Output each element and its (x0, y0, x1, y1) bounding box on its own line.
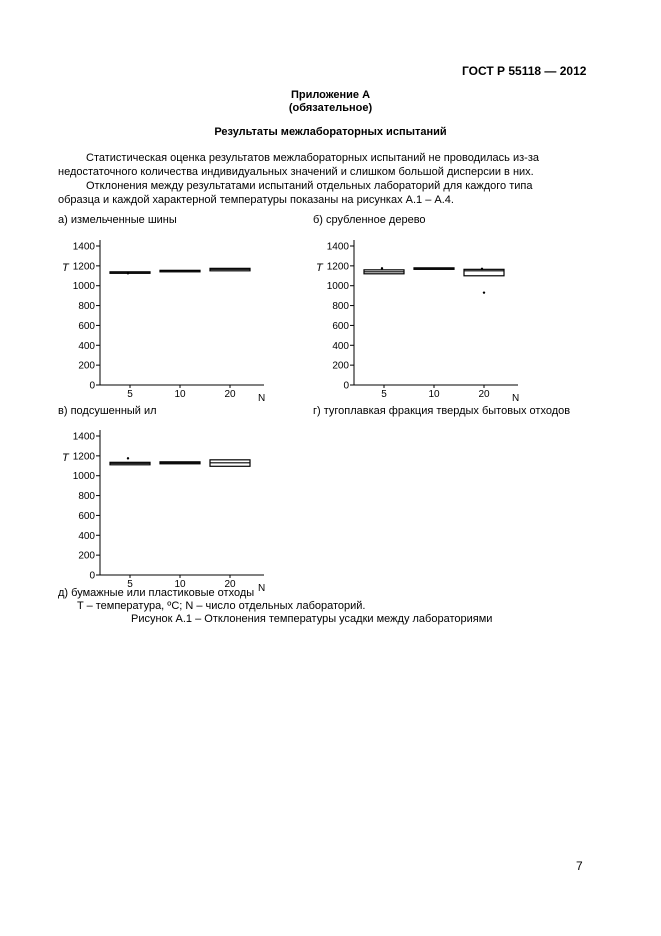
x-tick-label: 10 (428, 389, 440, 400)
y-axis-label: T (62, 451, 69, 464)
y-tick-label: 400 (78, 340, 95, 352)
chart-panel-a (54, 232, 284, 402)
x-tick-label: 5 (381, 389, 387, 400)
paragraph-1-line-2: недостаточного количества индивидуальных значений и слишком большой дисперсии в них. (58, 166, 534, 178)
y-tick-label: 600 (78, 510, 95, 522)
chart-panel-b (308, 232, 538, 402)
y-tick-label: 1400 (72, 431, 95, 443)
y-tick-label: 200 (78, 360, 95, 372)
chart-panel-c (54, 422, 284, 592)
page-number: 7 (576, 859, 583, 873)
y-tick-label: 1200 (72, 261, 95, 273)
x-axis-label: N (258, 393, 266, 402)
outlier-point (481, 268, 483, 270)
section-title: Результаты межлабораторных испытаний (214, 126, 447, 138)
panel-b-title: б) срубленное дерево (313, 214, 426, 226)
y-tick-label: 200 (78, 550, 95, 562)
panel-c-title: в) подсушенный ил (58, 405, 157, 417)
y-tick-label: 800 (78, 491, 95, 503)
y-tick-label: 400 (78, 530, 95, 542)
paragraph-1-line-1: Статистическая оценка результатов межлабораторных испытаний не проводилась из-за (86, 152, 539, 164)
panel-d-title: г) тугоплавкая фракция твердых бытовых отходов (313, 405, 571, 417)
x-tick-label: 10 (174, 579, 186, 590)
y-tick-label: 200 (332, 360, 349, 372)
y-tick-label: 1000 (72, 281, 95, 293)
y-tick-label: 0 (89, 380, 95, 392)
y-tick-label: 0 (343, 380, 349, 392)
appendix-title: Приложение А (290, 89, 371, 101)
panel-a-title: а) измельченные шины (58, 214, 177, 226)
x-tick-label: 20 (478, 389, 490, 400)
y-tick-label: 800 (78, 301, 95, 313)
x-tick-label: 10 (174, 389, 186, 400)
x-tick-label: 20 (224, 389, 236, 400)
y-tick-label: 1000 (326, 281, 349, 293)
figure-note: T – температура, ºC; N – число отдельных лабораторий. (77, 600, 366, 612)
y-tick-label: 800 (332, 301, 349, 313)
x-tick-label: 5 (127, 389, 133, 400)
y-tick-label: 1200 (72, 451, 95, 463)
outlier-point (483, 291, 485, 293)
y-tick-label: 600 (332, 320, 349, 332)
x-tick-label: 20 (224, 579, 236, 590)
panel-e-title: д) бумажные или пластиковые отходы (58, 587, 255, 599)
x-axis-label: N (512, 393, 520, 402)
y-tick-label: 1200 (326, 261, 349, 273)
outlier-point (127, 457, 129, 459)
outlier-point (381, 267, 383, 269)
y-tick-label: 600 (78, 320, 95, 332)
figure-caption: Рисунок А.1 – Отклонения температуры усадки между лабораториями (131, 613, 493, 625)
paragraph-2-line-2: образца и каждой характерной температуры показаны на рисунках А.1 – А.4. (58, 194, 454, 206)
y-tick-label: 1000 (72, 471, 95, 483)
y-tick-label: 1400 (72, 241, 95, 253)
y-tick-label: 0 (89, 570, 95, 582)
outlier-point (127, 272, 129, 274)
y-axis-label: T (62, 261, 69, 274)
x-axis-label: N (258, 583, 266, 592)
document-standard-number: ГОСТ Р 55118 — 2012 (462, 64, 587, 78)
y-axis-label: T (316, 261, 323, 274)
y-tick-label: 400 (332, 340, 349, 352)
y-tick-label: 1400 (326, 241, 349, 253)
appendix-status: (обязательное) (288, 102, 373, 114)
x-tick-label: 5 (127, 579, 133, 590)
paragraph-2-line-1: Отклонения между результатами испытаний отдельных лабораторий для каждого типа (86, 180, 533, 192)
